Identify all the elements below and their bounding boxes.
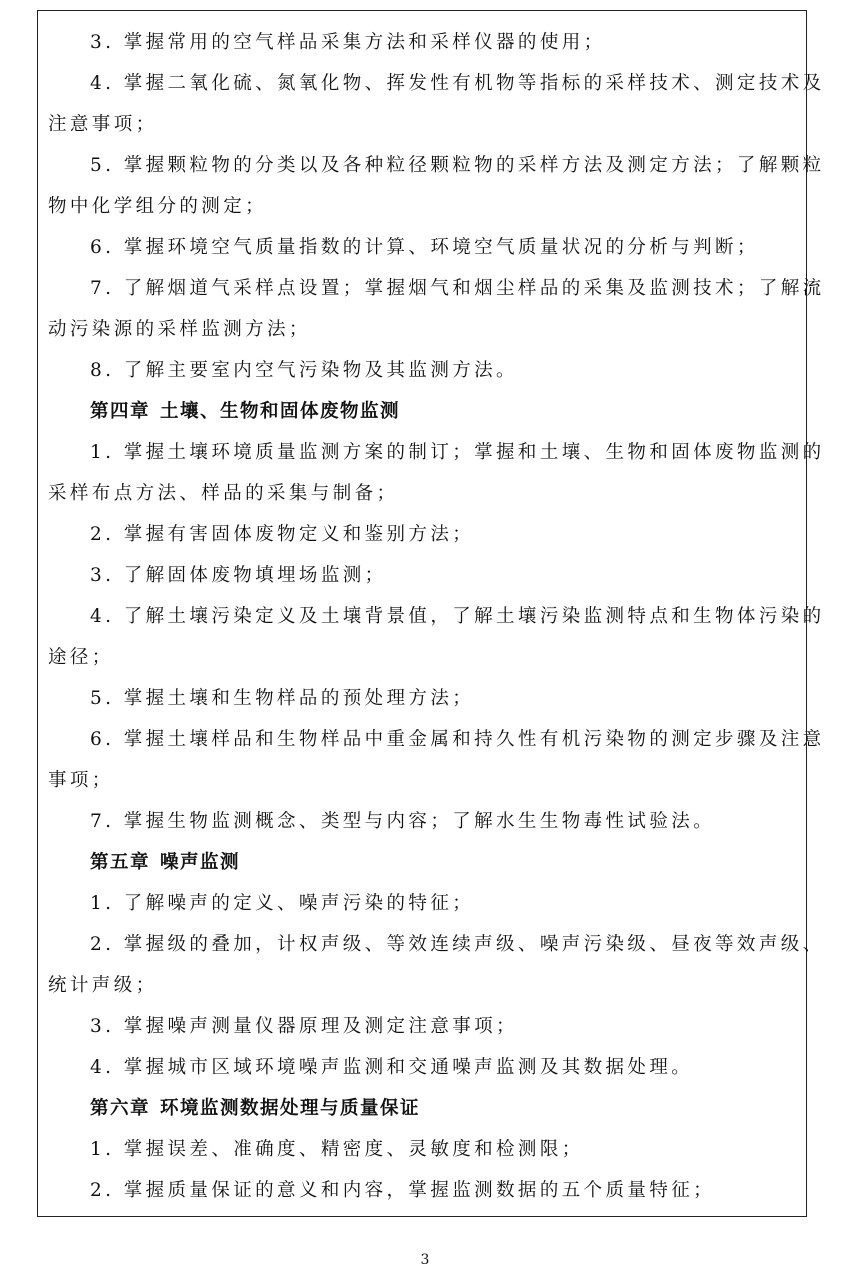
list-item: 2. 掌握质量保证的意义和内容，掌握监测数据的五个质量特征； [90,1180,716,1201]
list-item: 7. 了解烟道气采样点设置；掌握烟气和烟尘样品的采集及监测技术；了解流 [90,278,825,299]
list-item: 2. 掌握有害固体废物定义和鉴别方法； [90,524,475,545]
chapter-heading [48,849,796,877]
list-item-continuation: 事项； [48,770,114,791]
list-item: 4. 掌握城市区域环境噪声监测和交通噪声监测及其数据处理。 [90,1057,694,1078]
list-item: 4. 掌握二氧化硫、氮氧化物、挥发性有机物等指标的采样技术、测定技术及 [90,73,825,94]
chapter-heading [48,1095,796,1123]
list-item: 7. 掌握生物监测概念、类型与内容；了解水生生物毒性试验法。 [90,811,716,832]
list-item-continuation: 动污染源的采样监测方法； [48,319,311,340]
page-number: 3 [420,1252,430,1268]
chapter-number: 第五章 [90,852,151,873]
chapter-number: 第六章 [90,1098,151,1119]
list-item: 1. 掌握误差、准确度、精密度、灵敏度和检测限； [90,1139,584,1160]
list-item: 5. 掌握颗粒物的分类以及各种粒径颗粒物的采样方法及测定方法；了解颗粒 [90,155,825,176]
list-item: 5. 掌握土壤和生物样品的预处理方法； [90,688,475,709]
list-item: 8. 了解主要室内空气污染物及其监测方法。 [90,360,518,381]
list-item: 3. 了解固体废物填埋场监测； [90,565,387,586]
list-item-continuation: 注意事项； [48,114,158,135]
list-item: 3. 掌握噪声测量仪器原理及测定注意事项； [90,1016,518,1037]
chapter-number: 第四章 [90,401,151,422]
chapter-title: 土壤、生物和固体废物监测 [160,401,401,422]
list-item: 2. 掌握级的叠加，计权声级、等效连续声级、噪声污染级、昼夜等效声级、 [90,934,825,955]
list-item-continuation: 途径； [48,647,114,668]
chapter-title: 噪声监测 [160,852,241,873]
chapter-heading [48,398,796,426]
list-item: 1. 了解噪声的定义、噪声污染的特征； [90,893,475,914]
list-item-continuation: 物中化学组分的测定； [48,196,268,217]
list-item: 3. 掌握常用的空气样品采集方法和采样仪器的使用； [90,32,606,53]
content-frame [37,10,825,1217]
list-item: 6. 掌握土壤样品和生物样品中重金属和持久性有机污染物的测定步骤及注意 [90,729,825,750]
list-item-continuation: 统计声级； [48,975,158,996]
list-item-continuation: 采样布点方法、样品的采集与制备； [48,483,399,504]
list-item: 4. 了解土壤污染定义及土壤背景值，了解土壤污染监测特点和生物体污染的 [90,606,825,627]
list-item: 6. 掌握环境空气质量指数的计算、环境空气质量状况的分析与判断； [90,237,759,258]
list-item: 1. 掌握土壤环境质量监测方案的制订；掌握和土壤、生物和固体废物监测的 [90,442,825,463]
chapter-title: 环境监测数据处理与质量保证 [160,1098,421,1119]
